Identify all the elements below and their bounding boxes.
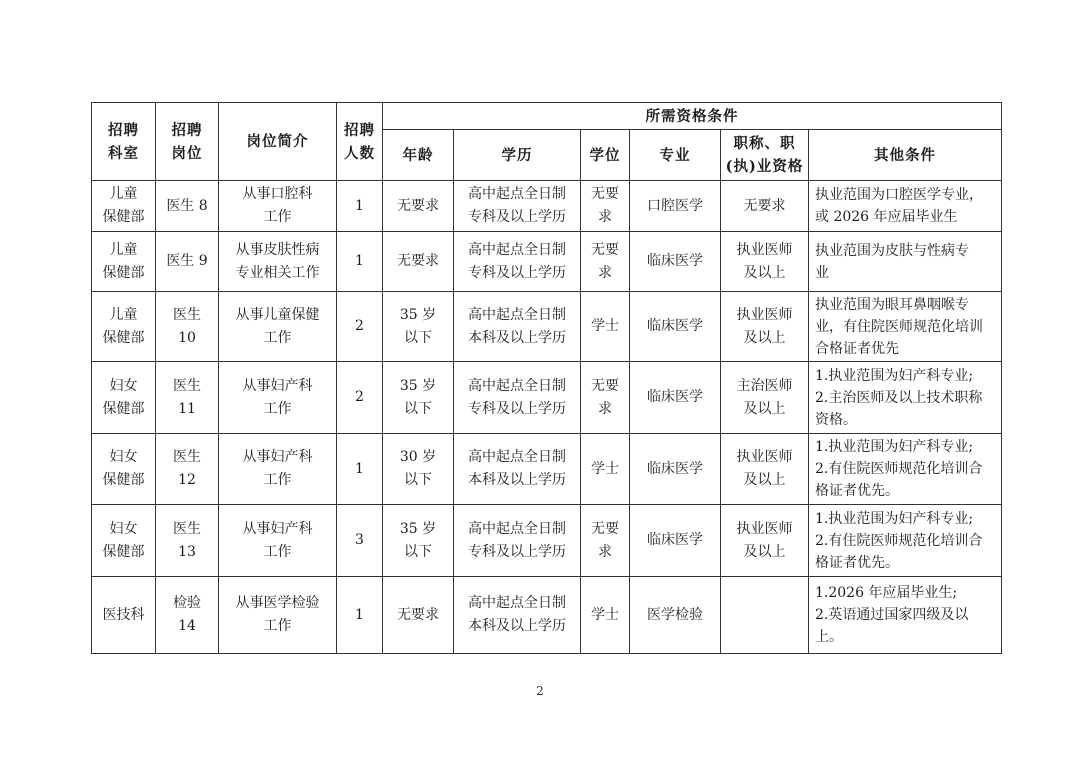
recruitment-table: [91, 102, 1002, 654]
cell-age: 35 岁 以下: [383, 505, 454, 577]
cell-title: [721, 577, 809, 654]
table-row: [92, 181, 1002, 232]
cell-major: 临床医学: [630, 362, 721, 434]
header-age: 年龄: [383, 130, 454, 181]
cell-age: 无要求: [383, 181, 454, 232]
cell-major: 医学检验: [630, 577, 721, 654]
cell-edu: 高中起点全日制 本科及以上学历: [454, 434, 581, 505]
cell-desc: 从事医学检验 工作: [219, 577, 337, 654]
cell-edu: 高中起点全日制 专科及以上学历: [454, 505, 581, 577]
cell-dept: 儿童 保健部: [92, 181, 156, 232]
cell-other: 1.执业范围为妇产科专业; 2.有住院医师规范化培训合 格证者优先。: [809, 434, 1002, 505]
cell-title: 无要求: [721, 181, 809, 232]
header-edu: 学历: [454, 130, 581, 181]
header-degree: 学位: [581, 130, 630, 181]
cell-edu: 高中起点全日制 本科及以上学历: [454, 577, 581, 654]
header-major: 专业: [630, 130, 721, 181]
cell-position: 医生 13: [156, 505, 219, 577]
cell-position: 医生 12: [156, 434, 219, 505]
cell-title: 执业医师 及以上: [721, 232, 809, 292]
header-desc: 岗位简介: [219, 103, 337, 181]
cell-degree: 学士: [581, 577, 630, 654]
cell-desc: 从事妇产科 工作: [219, 434, 337, 505]
cell-major: 临床医学: [630, 505, 721, 577]
cell-edu: 高中起点全日制 专科及以上学历: [454, 181, 581, 232]
cell-other: 1.2026 年应届毕业生; 2.英语通过国家四级及以 上。: [809, 577, 1002, 654]
cell-dept: 儿童 保健部: [92, 232, 156, 292]
table-body: [92, 181, 1002, 654]
cell-position: 检验 14: [156, 577, 219, 654]
header-count: 招聘 人数: [337, 103, 383, 181]
cell-count: 1: [337, 181, 383, 232]
cell-degree: 无要 求: [581, 232, 630, 292]
cell-dept: 医技科: [92, 577, 156, 654]
header-position: 招聘 岗位: [156, 103, 219, 181]
cell-dept: 妇女 保健部: [92, 434, 156, 505]
cell-other: 1.执业范围为妇产科专业; 2.有住院医师规范化培训合 格证者优先。: [809, 505, 1002, 577]
cell-desc: 从事儿童保健 工作: [219, 292, 337, 362]
cell-dept: 儿童 保健部: [92, 292, 156, 362]
cell-major: 临床医学: [630, 232, 721, 292]
cell-count: 1: [337, 577, 383, 654]
page-number: 2: [536, 684, 544, 698]
cell-edu: 高中起点全日制 专科及以上学历: [454, 232, 581, 292]
cell-degree: 学士: [581, 434, 630, 505]
cell-major: 临床医学: [630, 434, 721, 505]
cell-age: 35 岁 以下: [383, 292, 454, 362]
cell-count: 2: [337, 292, 383, 362]
cell-age: 无要求: [383, 577, 454, 654]
table-row: [92, 577, 1002, 654]
cell-desc: 从事妇产科 工作: [219, 362, 337, 434]
cell-age: 30 岁 以下: [383, 434, 454, 505]
table-row: [92, 505, 1002, 577]
header-dept: 招聘 科室: [92, 103, 156, 181]
cell-age: 无要求: [383, 232, 454, 292]
cell-title: 执业医师 及以上: [721, 292, 809, 362]
cell-count: 2: [337, 362, 383, 434]
cell-major: 口腔医学: [630, 181, 721, 232]
cell-position: 医生 10: [156, 292, 219, 362]
cell-desc: 从事口腔科 工作: [219, 181, 337, 232]
cell-position: 医生 11: [156, 362, 219, 434]
cell-degree: 无要 求: [581, 505, 630, 577]
cell-other: 1.执业范围为妇产科专业; 2.主治医师及以上技术职称 资格。: [809, 362, 1002, 434]
cell-title: 执业医师 及以上: [721, 505, 809, 577]
cell-dept: 妇女 保健部: [92, 505, 156, 577]
cell-dept: 妇女 保健部: [92, 362, 156, 434]
cell-position: 医生 9: [156, 232, 219, 292]
cell-title: 执业医师 及以上: [721, 434, 809, 505]
cell-desc: 从事妇产科 工作: [219, 505, 337, 577]
cell-other: 执业范围为眼耳鼻咽喉专 业，有住院医师规范化培训 合格证者优先: [809, 292, 1002, 362]
cell-age: 35 岁 以下: [383, 362, 454, 434]
cell-edu: 高中起点全日制 专科及以上学历: [454, 362, 581, 434]
table-row: [92, 434, 1002, 505]
cell-desc: 从事皮肤性病 专业相关工作: [219, 232, 337, 292]
table-row: [92, 362, 1002, 434]
header-title: 职称、职 (执)业资格: [721, 130, 809, 181]
cell-title: 主治医师 及以上: [721, 362, 809, 434]
cell-other: 执业范围为皮肤与性病专 业: [809, 232, 1002, 292]
header-qual-group: 所需资格条件: [383, 103, 1002, 130]
cell-degree: 无要 求: [581, 362, 630, 434]
cell-degree: 学士: [581, 292, 630, 362]
header-other: 其他条件: [809, 130, 1002, 181]
cell-position: 医生 8: [156, 181, 219, 232]
cell-count: 3: [337, 505, 383, 577]
table-row: [92, 292, 1002, 362]
cell-count: 1: [337, 232, 383, 292]
cell-degree: 无要 求: [581, 181, 630, 232]
table-header: [92, 103, 1002, 181]
cell-major: 临床医学: [630, 292, 721, 362]
cell-other: 执业范围为口腔医学专业， 或 2026 年应届毕业生: [809, 181, 1002, 232]
table-row: [92, 232, 1002, 292]
cell-count: 1: [337, 434, 383, 505]
cell-edu: 高中起点全日制 本科及以上学历: [454, 292, 581, 362]
